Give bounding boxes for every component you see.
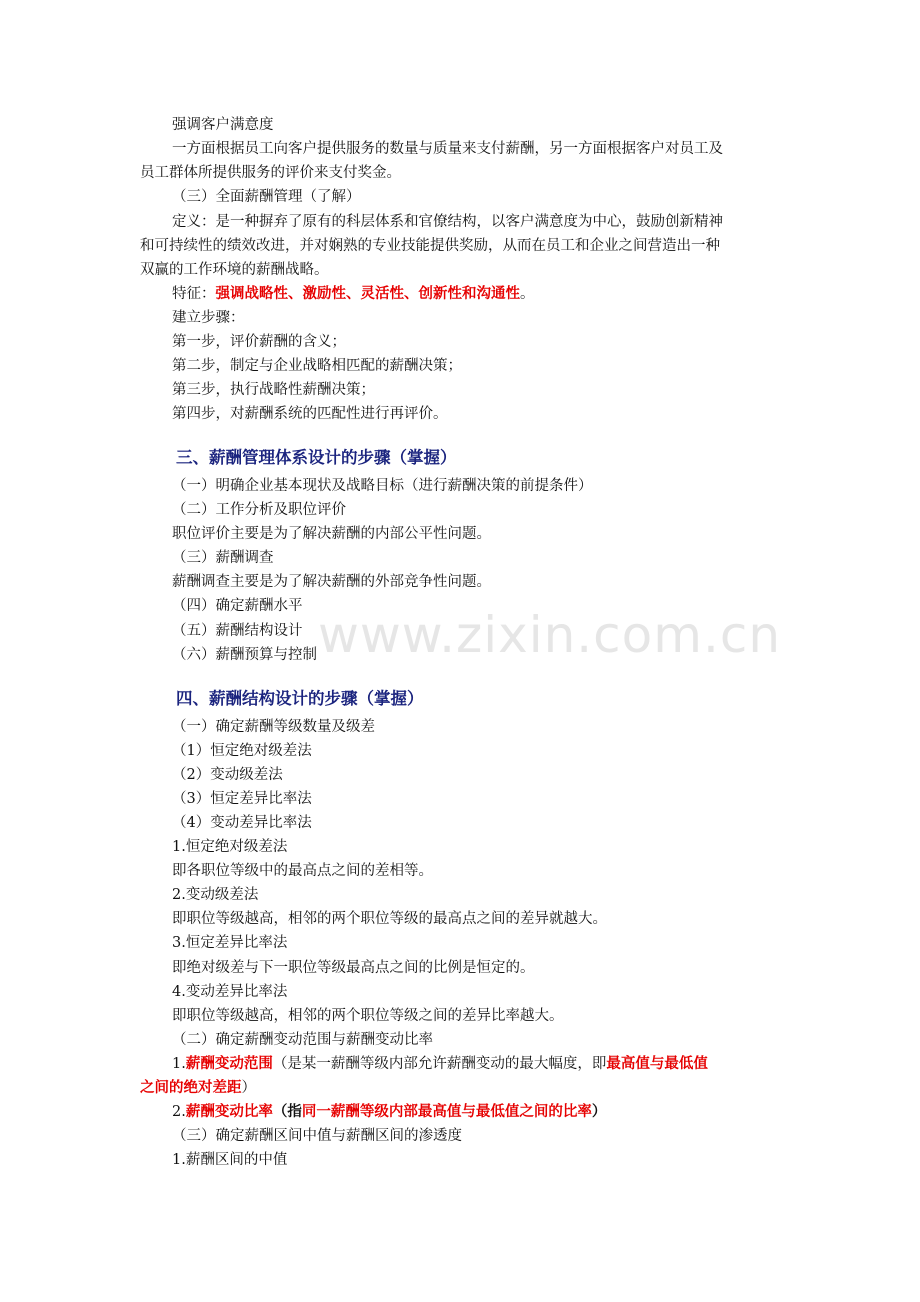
subheading: （三）全面薪酬管理（了解） — [172, 189, 361, 205]
paragraph-line: （六）薪酬预算与控制 — [172, 647, 317, 663]
paragraph-line: （一）明确企业基本现状及战略目标（进行薪酬决策的前提条件） — [172, 478, 593, 494]
paragraph-line: （1）恒定绝对级差法 — [172, 743, 312, 759]
step-line: 第四步，对薪酬系统的匹配性进行再评价。 — [172, 406, 448, 422]
paragraph-line: （一）确定薪酬等级数量及级差 — [172, 719, 375, 735]
paragraph-line: 员工群体所提供服务的评价来支付奖金。 — [140, 165, 401, 181]
features-label: 特征： — [172, 286, 216, 302]
range-line-cont — [140, 1076, 256, 1100]
highlight-term: 最高值与最低值 — [606, 1056, 708, 1072]
paragraph-line: （2）变动级差法 — [172, 767, 283, 783]
paragraph-line: 4.变动差异比率法 — [172, 984, 288, 1000]
paragraph-line: （3）恒定差异比率法 — [172, 791, 312, 807]
watermark: www.zixin.com.cn — [318, 606, 782, 664]
range-line — [172, 1052, 708, 1076]
paragraph-line: 强调客户满意度 — [172, 117, 274, 133]
highlight-term: 薪酬变动比率 — [185, 1104, 273, 1120]
highlight-term: 之间的绝对差距 — [140, 1080, 242, 1096]
paragraph-line: 和可持续性的绩效改进，并对娴熟的专业技能提供奖励，从而在员工和企业之间营造出一种 — [140, 238, 720, 254]
paragraph-line: 即职位等级越高，相邻的两个职位等级之间的差异比率越大。 — [172, 1008, 564, 1024]
definition-end: ） — [591, 1104, 607, 1120]
section-heading: 四、薪酬结构设计的步骤（掌握） — [176, 689, 424, 708]
paragraph-line: 双赢的工作环境的薪酬战略。 — [140, 262, 329, 278]
paragraph-line: （二）确定薪酬变动范围与薪酬变动比率 — [172, 1032, 433, 1048]
paragraph-line: 定义：是一种摒弃了原有的科层体系和官僚结构，以客户满意度为中心，鼓励创新精神 — [172, 214, 723, 230]
definition-text: （是某一薪酬等级内部允许薪酬变动的最大幅度，即 — [272, 1056, 607, 1072]
features-end: 。 — [520, 286, 535, 302]
features-highlight: 强调战略性、激励性、灵活性、创新性和沟通性 — [215, 286, 520, 302]
step-line: 第一步，评价薪酬的含义； — [172, 334, 346, 350]
paragraph-line: （二）工作分析及职位评价 — [172, 502, 346, 518]
paragraph-line: 建立步骤： — [172, 310, 245, 326]
paragraph-line: 一方面根据员工向客户提供服务的数量与质量来支付薪酬，另一方面根据客户对员工及 — [172, 141, 723, 157]
highlight-term: 同一薪酬等级内部最高值与最低值之间的比率 — [301, 1104, 592, 1120]
step-line: 第三步，执行战略性薪酬决策； — [172, 382, 375, 398]
paragraph-line: 即职位等级越高，相邻的两个职位等级的最高点之间的差异就越大。 — [172, 911, 607, 927]
paragraph-line: 1.薪酬区间的中值 — [172, 1152, 288, 1168]
definition-end: ） — [241, 1080, 256, 1096]
highlight-term: 薪酬变动范围 — [185, 1056, 273, 1072]
section-heading: 三、薪酬管理体系设计的步骤（掌握） — [176, 448, 457, 467]
ratio-line — [172, 1100, 606, 1124]
paragraph-line: 薪酬调查主要是为了解决薪酬的外部竞争性问题。 — [172, 574, 491, 590]
item-number: 1. — [172, 1056, 186, 1072]
paragraph-line: 2.变动级差法 — [172, 887, 259, 903]
paragraph-line: （五）薪酬结构设计 — [172, 623, 303, 639]
item-number: 2. — [172, 1104, 186, 1120]
paragraph-line: 即绝对级差与下一职位等级最高点之间的比例是恒定的。 — [172, 960, 535, 976]
paragraph-line: （4）变动差异比率法 — [172, 815, 312, 831]
paragraph-line: 3.恒定差异比率法 — [172, 935, 288, 951]
paragraph-line: （四）确定薪酬水平 — [172, 598, 303, 614]
definition-text: （指 — [272, 1104, 302, 1120]
paragraph-line: 职位评价主要是为了解决薪酬的内部公平性问题。 — [172, 526, 491, 542]
features-line — [172, 282, 535, 306]
paragraph-line: （三）薪酬调查 — [172, 550, 274, 566]
step-line: 第二步，制定与企业战略相匹配的薪酬决策； — [172, 358, 462, 374]
paragraph-line: 即各职位等级中的最高点之间的差相等。 — [172, 863, 433, 879]
paragraph-line: （三）确定薪酬区间中值与薪酬区间的渗透度 — [172, 1128, 462, 1144]
paragraph-line: 1.恒定绝对级差法 — [172, 839, 288, 855]
